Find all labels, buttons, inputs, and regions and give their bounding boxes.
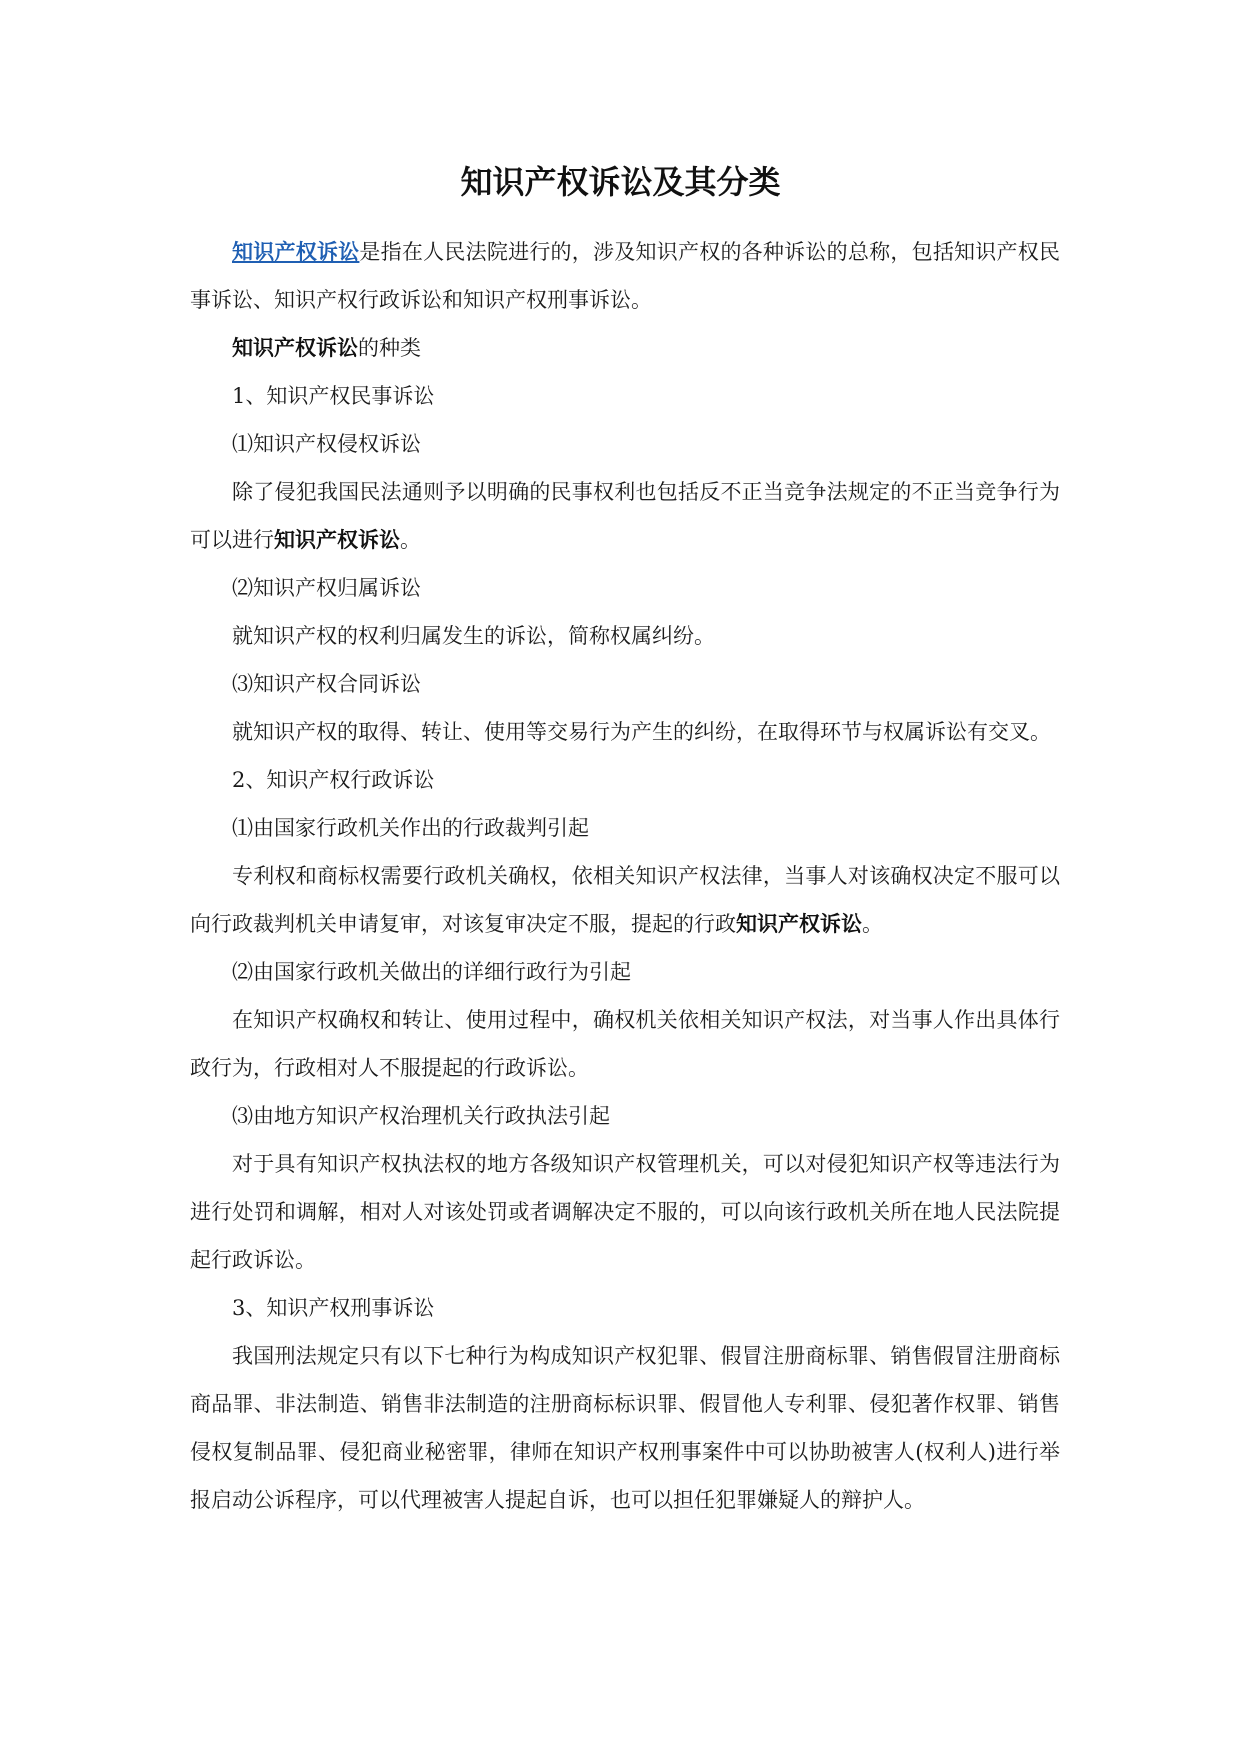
subsection-paragraph: 就知识产权的权利归属发生的诉讼，简称权属纠纷。 bbox=[232, 624, 715, 648]
intro-paragraph bbox=[190, 228, 1060, 324]
subsection-paragraph: 就知识产权的取得、转让、使用等交易行为产生的纠纷，在取得环节与权属诉讼有交叉。 bbox=[232, 720, 1051, 744]
types-heading-text: 的种类 bbox=[358, 336, 421, 360]
subsection-paragraph bbox=[190, 468, 1060, 564]
subsection-heading: ⑴知识产权侵权诉讼 bbox=[232, 432, 421, 456]
document-title: 知识产权诉讼及其分类 bbox=[460, 163, 781, 201]
section-heading: 3、知识产权刑事诉讼 bbox=[232, 1296, 435, 1320]
document-body bbox=[190, 228, 1060, 1524]
subsection-paragraph bbox=[190, 852, 1060, 948]
paragraph-tail: 。 bbox=[400, 528, 421, 552]
subsection-heading: ⑵由国家行政机关做出的详细行政行为引起 bbox=[232, 960, 631, 984]
subsection-heading: ⑶由地方知识产权治理机关行政执法引起 bbox=[232, 1104, 610, 1128]
paragraph-bold-term: 知识产权诉讼 bbox=[274, 527, 400, 552]
paragraph-bold-term: 知识产权诉讼 bbox=[736, 911, 862, 936]
subsection-heading: ⑶知识产权合同诉讼 bbox=[232, 672, 421, 696]
paragraph-text: 专利权和商标权需要行政机关确权，依相关知识产权法律，当事人对该确权决定不服可以向行政裁判机关申请复审，对该复审决定不服，提起的行政 bbox=[190, 864, 1060, 936]
section-paragraph: 我国刑法规定只有以下七种行为构成知识产权犯罪、假冒注册商标罪、销售假冒注册商标商品罪、非法制造、销售非法制造的注册商标标识罪、假冒他人专利罪、侵犯著作权罪、销售侵权复制品罪、侵犯商业秘密罪，律师在知识产权刑事案件中可以协助被害人(权利人)进行举报启动公诉程序，可以代理被害人提起自诉，也可以担任犯罪嫌疑人的辩护人。 bbox=[190, 1344, 1060, 1512]
section-heading: 2、知识产权行政诉讼 bbox=[232, 768, 435, 792]
subsection-heading: ⑴由国家行政机关作出的行政裁判引起 bbox=[232, 816, 589, 840]
subsection-heading: ⑵知识产权归属诉讼 bbox=[232, 576, 421, 600]
types-heading bbox=[190, 324, 1060, 372]
subsection-paragraph: 在知识产权确权和转让、使用过程中，确权机关依相关知识产权法，对当事人作出具体行政行为，行政相对人不服提起的行政诉讼。 bbox=[190, 1008, 1060, 1080]
subsection-paragraph: 对于具有知识产权执法权的地方各级知识产权管理机关，可以对侵犯知识产权等违法行为进行处罚和调解，相对人对该处罚或者调解决定不服的，可以向该行政机关所在地人民法院提起行政诉讼。 bbox=[190, 1152, 1060, 1272]
types-heading-bold: 知识产权诉讼 bbox=[232, 335, 358, 360]
paragraph-tail: 。 bbox=[862, 912, 883, 936]
paragraph-text: 除了侵犯我国民法通则予以明确的民事权利也包括反不正当竞争法规定的不正当竞争行为可以进行 bbox=[190, 480, 1060, 552]
intro-link[interactable]: 知识产权诉讼 bbox=[232, 239, 360, 264]
section-heading: 1、知识产权民事诉讼 bbox=[232, 384, 435, 408]
intro-text: 是指在人民法院进行的，涉及知识产权的各种诉讼的总称，包括知识产权民事诉讼、知识产权行政诉讼和知识产权刑事诉讼。 bbox=[190, 240, 1060, 312]
